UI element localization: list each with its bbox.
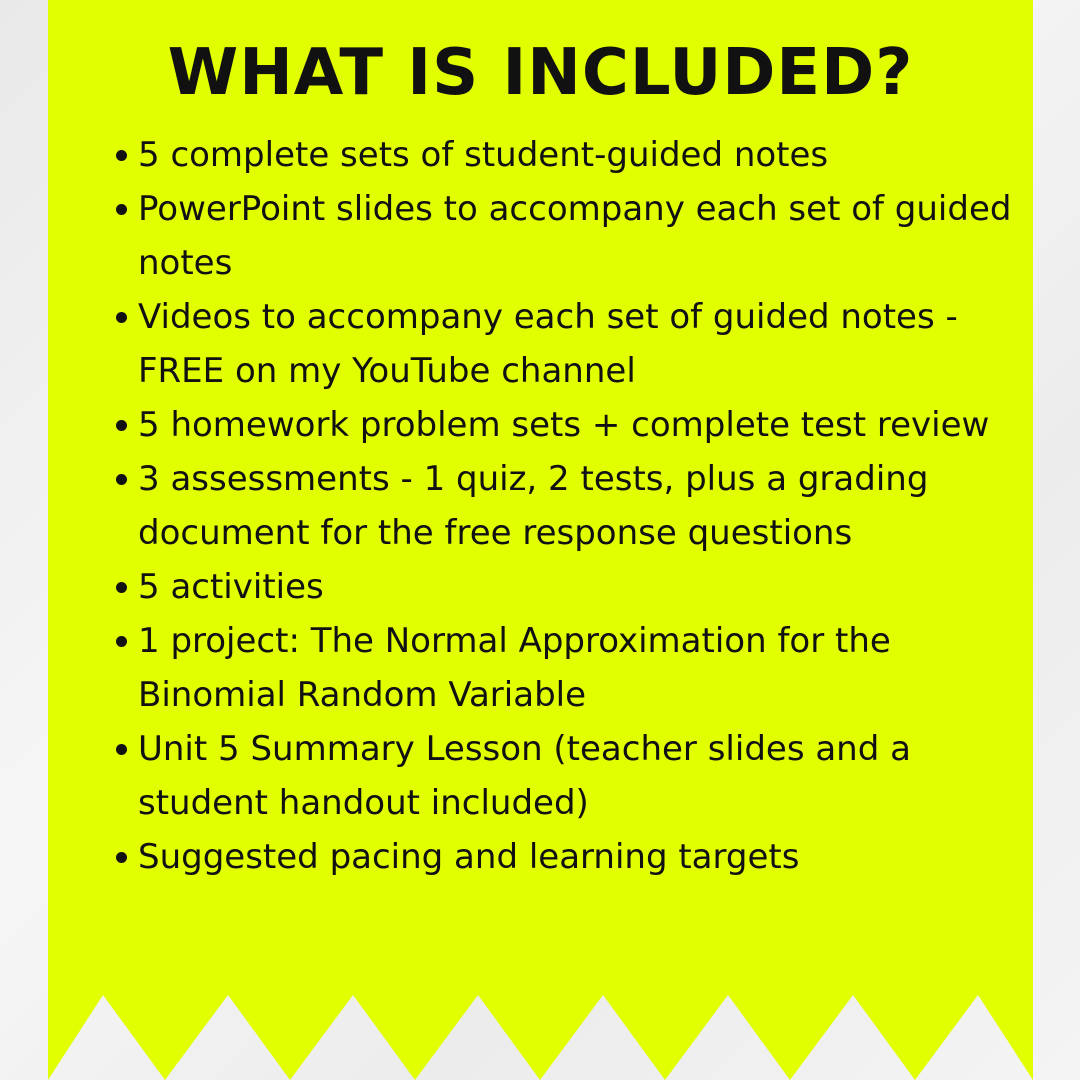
bullet-dot-icon bbox=[116, 312, 127, 323]
content-panel bbox=[48, 0, 1033, 1080]
list-item bbox=[138, 722, 1018, 830]
bullet-dot-icon bbox=[116, 474, 127, 485]
bullet-dot-icon bbox=[116, 582, 127, 593]
list-item bbox=[138, 182, 1018, 290]
list-item-text: 5 activities bbox=[138, 567, 324, 607]
included-items-list bbox=[138, 128, 1018, 884]
list-item bbox=[138, 614, 1018, 722]
bullet-dot-icon bbox=[116, 150, 127, 161]
bullet-dot-icon bbox=[116, 204, 127, 215]
list-item bbox=[138, 452, 1018, 560]
list-item-text: 1 project: The Normal Approximation for the Binomial Random Variable bbox=[138, 621, 891, 715]
list-item-text: 3 assessments - 1 quiz, 2 tests, plus a grading document for the free response questions bbox=[138, 459, 929, 553]
bullet-dot-icon bbox=[116, 744, 127, 755]
bullet-dot-icon bbox=[116, 420, 127, 431]
list-item bbox=[138, 560, 1018, 614]
page-title: WHAT IS INCLUDED? bbox=[167, 36, 914, 110]
list-item-text: 5 complete sets of student-guided notes bbox=[138, 135, 829, 175]
list-item bbox=[138, 290, 1018, 398]
list-item bbox=[138, 830, 1018, 884]
bullet-dot-icon bbox=[116, 636, 127, 647]
list-item-text: 5 homework problem sets + complete test review bbox=[138, 405, 990, 445]
bullet-dot-icon bbox=[116, 852, 127, 863]
list-item-text: Unit 5 Summary Lesson (teacher slides and a student handout included) bbox=[138, 729, 911, 823]
list-item-text: Videos to accompany each set of guided notes - FREE on my YouTube channel bbox=[138, 297, 958, 391]
list-item-text: PowerPoint slides to accompany each set of guided notes bbox=[138, 189, 1012, 283]
list-item bbox=[138, 398, 1018, 452]
list-item-text: Suggested pacing and learning targets bbox=[138, 837, 800, 877]
list-item bbox=[138, 128, 1018, 182]
